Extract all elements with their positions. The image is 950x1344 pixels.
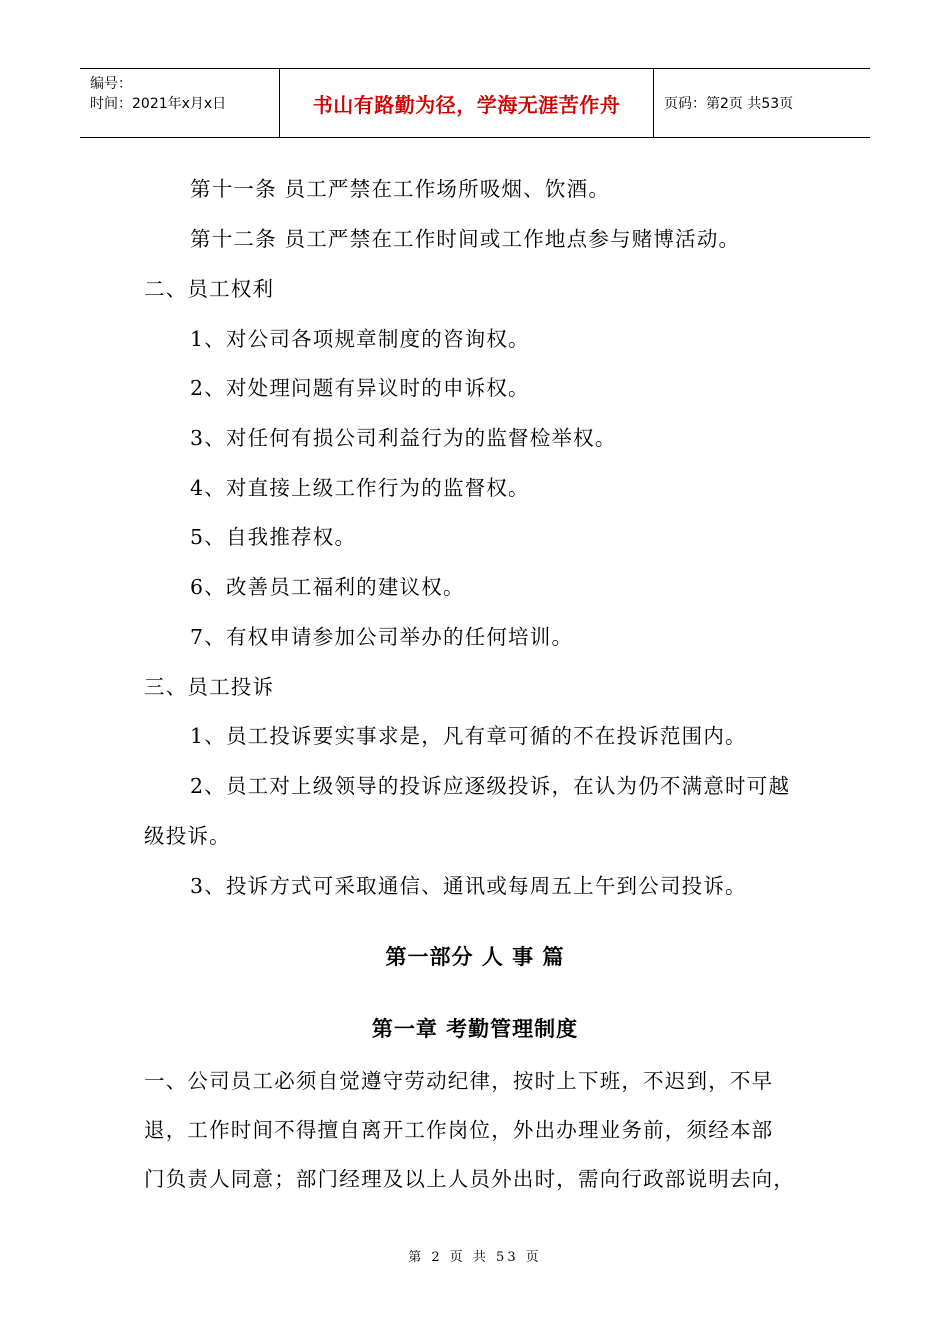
article-12: 第十二条 员工严禁在工作时间或工作地点参与赌博活动。 (190, 227, 741, 251)
page-footer: 第 2 页 共 53 页 (408, 1250, 542, 1265)
header-motto: 书山有路勤为径，学海无涯苦作舟 (280, 69, 654, 137)
complaint-item-2-continued: 级投诉。 (144, 824, 231, 848)
right-item-3: 3、对任何有损公司利益行为的监督检举权。 (190, 426, 617, 450)
attendance-para-line-3: 门负责人同意；部门经理及以上人员外出时，需向行政部说明去向， (144, 1167, 795, 1191)
right-item-1: 1、对公司各项规章制度的咨询权。 (190, 327, 530, 351)
section-employee-rights: 二、员工权利 (144, 277, 275, 301)
header-meta (80, 69, 280, 137)
complaint-item-3: 3、投诉方式可采取通信、通讯或每周五上午到公司投诉。 (190, 874, 747, 898)
chapter-title: 第一章 考勤管理制度 (371, 1017, 579, 1041)
right-item-2: 2、对处理问题有异议时的申诉权。 (190, 376, 530, 400)
complaint-item-1: 1、员工投诉要实事求是，凡有章可循的不在投诉范围内。 (190, 724, 747, 748)
header-page-info: 页码：第2页 共53页 (664, 96, 794, 112)
part-title: 第一部分 人 事 篇 (385, 945, 565, 969)
header-number: 编号： (90, 76, 132, 92)
right-item-5: 5、自我推荐权。 (190, 525, 357, 549)
right-item-6: 6、改善员工福利的建议权。 (190, 575, 465, 599)
page-header (80, 68, 870, 138)
right-item-7: 7、有权申请参加公司举办的任何培训。 (190, 625, 574, 649)
section-employee-complaints: 三、员工投诉 (144, 675, 275, 699)
right-item-4: 4、对直接上级工作行为的监督权。 (190, 476, 530, 500)
attendance-para-line-1: 一、公司员工必须自觉遵守劳动纪律，按时上下班，不迟到，不早 (144, 1069, 774, 1093)
complaint-item-2: 2、员工对上级领导的投诉应逐级投诉，在认为仍不满意时可越 (190, 774, 791, 798)
article-11: 第十一条 员工严禁在工作场所吸烟、饮酒。 (190, 177, 611, 201)
attendance-para-line-2: 退，工作时间不得擅自离开工作岗位，外出办理业务前，须经本部 (144, 1118, 774, 1142)
header-date: 时间：2021年x月x日 (90, 96, 227, 112)
